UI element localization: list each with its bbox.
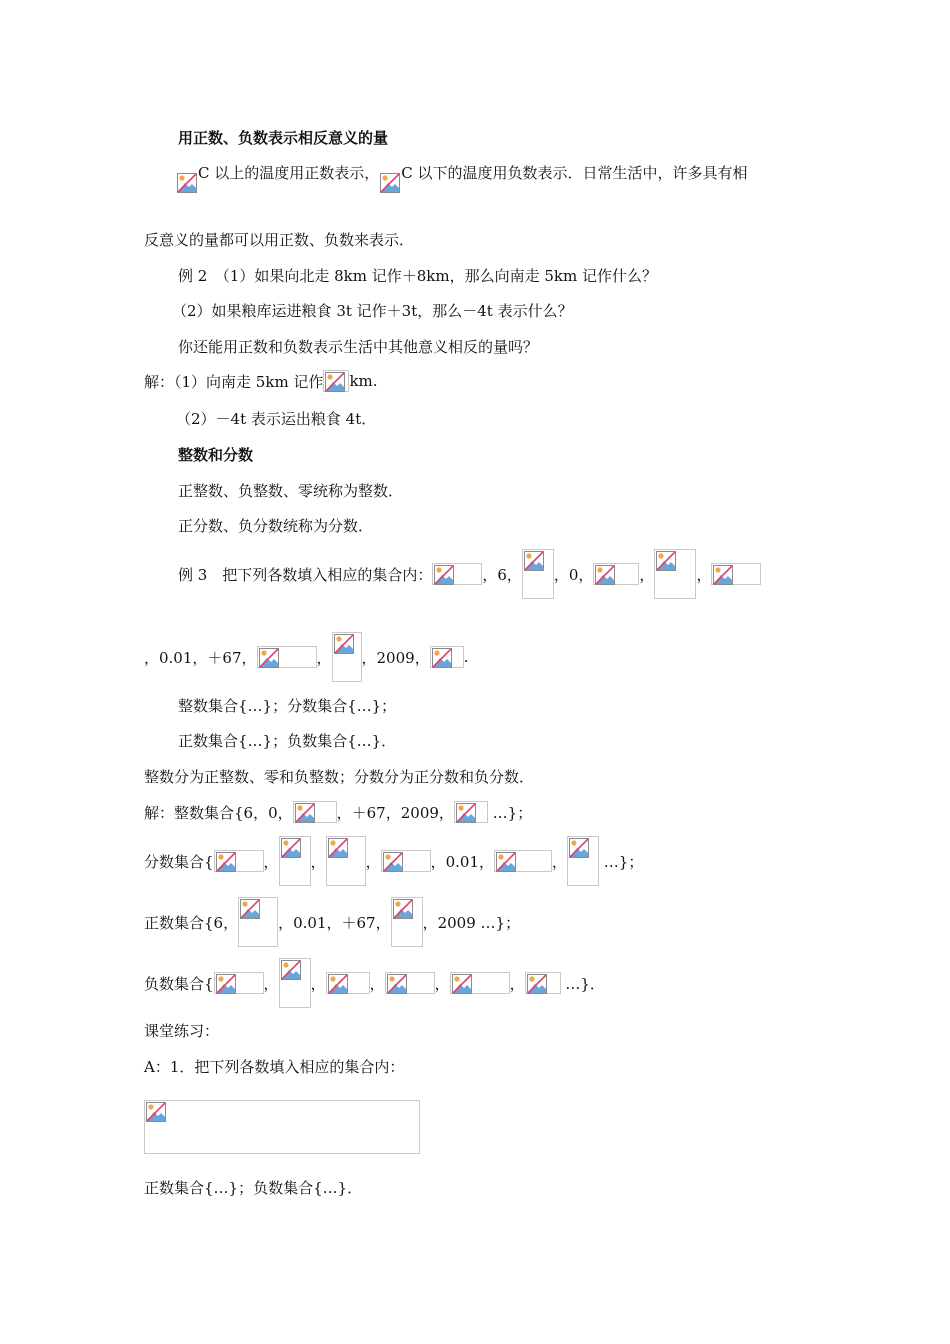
broken-image-icon <box>332 632 362 682</box>
broken-image-icon <box>214 972 264 994</box>
broken-image-icon <box>257 646 317 668</box>
answer-text: ， <box>434 974 450 993</box>
broken-image-icon <box>454 801 488 823</box>
broken-image-icon <box>525 972 561 994</box>
answer-line <box>0 795 950 829</box>
answer-text: ， <box>263 974 279 993</box>
answer-text: 解：整数集合{6，0， <box>144 803 293 822</box>
answer-text: 正数集合{6， <box>144 913 239 932</box>
practice-text: A：1．把下列各数填入相应的集合内： <box>144 1057 405 1076</box>
solution-line <box>0 401 950 435</box>
example-text: ，2009， <box>361 648 430 667</box>
definition-line <box>0 473 950 507</box>
answer-text: ， <box>552 852 568 871</box>
broken-image-icon <box>144 1100 420 1154</box>
broken-image-icon <box>432 563 482 585</box>
broken-image-icon <box>323 370 349 392</box>
solution-text: 解：（1）向南走 5km 记作 <box>144 372 324 391</box>
broken-image-icon <box>379 172 401 194</box>
example-text: ，0.01，＋67， <box>144 648 257 667</box>
answer-text: ，0.01， <box>430 852 494 871</box>
answer-text: ， <box>509 974 525 993</box>
answer-text: …}； <box>599 852 644 871</box>
set-line <box>0 723 950 757</box>
paragraph <box>0 158 950 192</box>
note-line <box>0 759 950 793</box>
broken-image-icon <box>279 836 311 886</box>
broken-image-icon <box>326 972 370 994</box>
example-line <box>0 329 950 363</box>
broken-image-icon <box>293 801 337 823</box>
definition-line <box>0 508 950 542</box>
paragraph-text: C 以上的温度用正数表示， <box>198 164 380 182</box>
answer-text: …}． <box>560 974 605 993</box>
broken-image-icon <box>176 172 198 194</box>
heading-opposite-quantities: 用正数、负数表示相反意义的量 <box>178 128 389 147</box>
paragraph-text: 反意义的量都可以用正数、负数来表示． <box>144 230 415 249</box>
broken-image-icon <box>593 563 639 585</box>
answer-text: ， <box>310 852 326 871</box>
example-text: ，0， <box>553 565 594 584</box>
broken-image-icon <box>494 850 552 872</box>
broken-image-icon <box>522 549 554 599</box>
example-text: 你还能用正数和负数表示生活中其他意义相反的量吗？ <box>178 337 539 356</box>
definition-text: 正整数、负整数、零统称为整数． <box>178 481 404 500</box>
example-line <box>0 631 950 683</box>
practice-heading <box>0 1013 950 1047</box>
answer-line <box>0 835 950 887</box>
solution-text: km. <box>349 372 378 390</box>
answer-text: ，＋67，2009， <box>336 803 454 822</box>
example-line <box>0 548 950 600</box>
broken-image-icon <box>711 563 761 585</box>
example-text: . <box>463 648 469 666</box>
example-text: （2）如果粮库运进粮食 3t 记作＋3t，那么－4t 表示什么？ <box>172 301 573 320</box>
example-text: 例 2 （1）如果向北走 8km 记作＋8km，那么向南走 5km 记作什么？ <box>178 266 657 285</box>
set-text: 正数集合{…}；负数集合{…}． <box>144 1178 363 1197</box>
answer-text: ， <box>263 852 279 871</box>
set-line <box>0 1170 950 1204</box>
heading-integers-fractions: 整数和分数 <box>178 445 254 464</box>
answer-text: ，0.01，＋67， <box>278 913 391 932</box>
solution-line <box>0 364 950 398</box>
answer-text: …}； <box>487 803 533 822</box>
broken-image-icon <box>381 850 431 872</box>
set-text: 整数集合{…}；分数集合{…}； <box>178 696 397 715</box>
answer-text: 分数集合{ <box>144 852 214 871</box>
broken-image-icon <box>430 646 464 668</box>
broken-image-icon <box>279 958 311 1008</box>
broken-image-icon <box>567 836 599 886</box>
example-line <box>0 258 950 292</box>
answer-text: ， <box>365 852 381 871</box>
example-text: ， <box>316 648 332 667</box>
broken-image-icon <box>450 972 510 994</box>
broken-image-icon <box>238 897 278 947</box>
definition-text: 正分数、负分数统称为分数． <box>178 516 374 535</box>
answer-line <box>0 957 950 1009</box>
section-heading <box>0 120 950 154</box>
practice-line <box>0 1049 950 1083</box>
set-text: 正数集合{…}；负数集合{…}． <box>178 731 397 750</box>
example-text: ， <box>696 565 712 584</box>
note-text: 整数分为正整数、零和负整数；分数分为正分数和负分数． <box>144 767 535 786</box>
broken-image-icon <box>385 972 435 994</box>
paragraph <box>0 222 950 256</box>
answer-text: ，2009 …}； <box>422 913 521 932</box>
set-line <box>0 688 950 722</box>
solution-text: （2）－4t 表示运出粮食 4t． <box>176 409 377 428</box>
example-line <box>0 293 950 327</box>
answer-text: ， <box>369 974 385 993</box>
broken-image-icon <box>391 897 423 947</box>
broken-image-icon <box>326 836 366 886</box>
broken-image-icon <box>214 850 264 872</box>
example-text: ， <box>639 565 655 584</box>
practice-title: 课堂练习： <box>144 1021 220 1040</box>
example-text: ，6， <box>482 565 522 584</box>
paragraph-text: C 以下的温度用负数表示．日常生活中，许多具有相 <box>401 164 748 182</box>
example-text: 例 3 把下列各数填入相应的集合内： <box>178 565 433 584</box>
broken-image-icon <box>654 549 696 599</box>
section-heading <box>0 437 950 471</box>
answer-text: ， <box>310 974 326 993</box>
answer-line <box>0 896 950 948</box>
answer-text: 负数集合{ <box>144 974 214 993</box>
